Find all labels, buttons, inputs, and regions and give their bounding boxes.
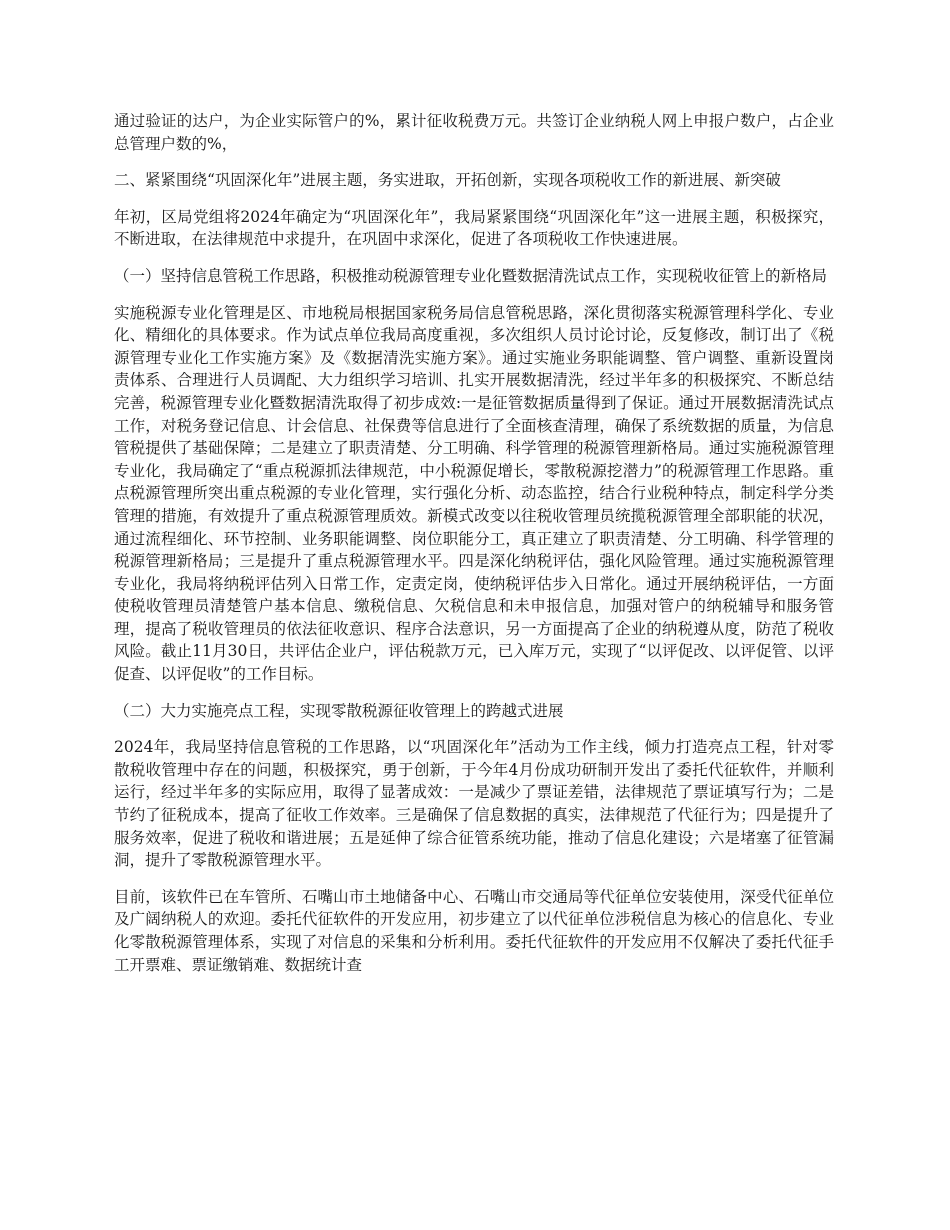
paragraph-intro-stats: 通过验证的达户，为企业实际管户的%，累计征收税费万元。共签订企业纳税人网上申报户数户，占企业总管理户数的%，: [114, 112, 834, 153]
paragraph-year-overview: 年初，区局党组将2024年确定为“巩固深化年”，我局紧紧围绕“巩固深化年”这一进展主题，积极探究，不断进取，在法律规范中求提升，在巩固中求深化，促进了各项税收工作快速进展。: [114, 207, 834, 249]
paragraph-tax-source-management: 实施税源专业化管理是区、市地税局根据国家税务局信息管税思路，深化贯彻落实税源管理科学化、专业化、精细化的具体要求。作为试点单位我局高度重视，多次组织人员讨论讨论，反复修改，制订出了《税源管理专业化工作实施方案》及《数据清洗实施方案》。通过实施业务职能调整、管户调整、重新设置岗责体系、合理进行人员调配、大力组织学习培训、扎实开展数据清洗，经过半年多的积极探究、不断总结完善，税源管理专业化暨数据清洗取得了初步成效:一是征管数据质量得到了保证。通过开展数据清洗试点工作，对税务登记信息、计会信息、社保费等信息进行了全面核查清理，确保了系统数据的质量，为信息管税提供了基础保障；二是建立了职责清楚、分工明确、科学管理的税源管理新格局。通过实施税源管理专业化，我局确定了“重点税源抓法律规范，中小税源促增长，零散税源挖潜力”的税源管理工作思路。重点税源管理所突出重点税源的专业化管理，实行强化分析、动态监控，结合行业税种特点，制定科学分类管理的措施，有效提升了重点税源管理质效。新模式改变以往税收管理员统揽税源管理全部职能的状况，通过流程细化、环节控制、业务职能调整、岗位职能分工，真正建立了职责清楚、分工明确、科学管理的税源管理新格局；三是提升了重点税源管理水平。四是深化纳税评估，强化风险管理。通过实施税源管理专业化，我局将纳税评估列入日常工作，定责定岗，使纳税评估步入日常化。通过开展纳税评估，一方面使税收管理员清楚管户基本信息、缴税信息、欠税信息和未申报信息，加强对管户的纳税辅导和服务管理，提高了税收管理员的依法征收意识、程序合法意识，另一方面提高了企业的纳税遵从度，防范了税收风险。截止11月30日，共评估企业户，评估税款万元，已入库万元，实现了“以评促改、以评促管、以评促查、以评促收”的工作目标。: [114, 303, 834, 684]
paragraph-current-status: 目前，该软件已在车管所、石嘴山市土地储备中心、石嘴山市交通局等代征单位安装使用，深受代征单位及广阔纳税人的欢迎。委托代征软件的开发应用，初步建立了以代征单位涉税信息为核心的信息化、专业化零散税源管理体系，实现了对信息的采集和分析利用。委托代征软件的开发应用不仅解决了委托代征手工开票难、票证缴销难、数据统计查: [114, 887, 834, 974]
document-body: [114, 110, 834, 990]
paragraph-software-project: 2024年，我局坚持信息管税的工作思路，以“巩固深化年”活动为工作主线，倾力打造亮点工程，针对零散税收管理中存在的问题，积极探究，勇于创新，于今年4月份成功研制开发出了委托代征软件，并顺利运行，经过半年多的实际应用，取得了显著成效：一是减少了票证差错，法律规范了票证填写行为；二是节约了征税成本，提高了征收工作效率。三是确保了信息数据的真实，法律规范了代征行为；四是提升了服务效率，促进了税收和谐进展；五是延伸了综合征管系统功能，推动了信息化建设；六是堵塞了征管漏洞，提升了零散税源管理水平。: [114, 738, 834, 870]
subsection-heading-2: （二）大力实施亮点工程，实现零散税源征收管理上的跨越式进展: [114, 701, 564, 720]
section-heading-2: 二、紧紧围绕“巩固深化年”进展主题，务实进取，开拓创新，实现各项税收工作的新进展、新突破: [114, 171, 781, 190]
subsection-heading-1: （一）坚持信息管税工作思路，积极推动税源管理专业化暨数据清洗试点工作，实现税收征管上的新格局: [114, 266, 828, 285]
